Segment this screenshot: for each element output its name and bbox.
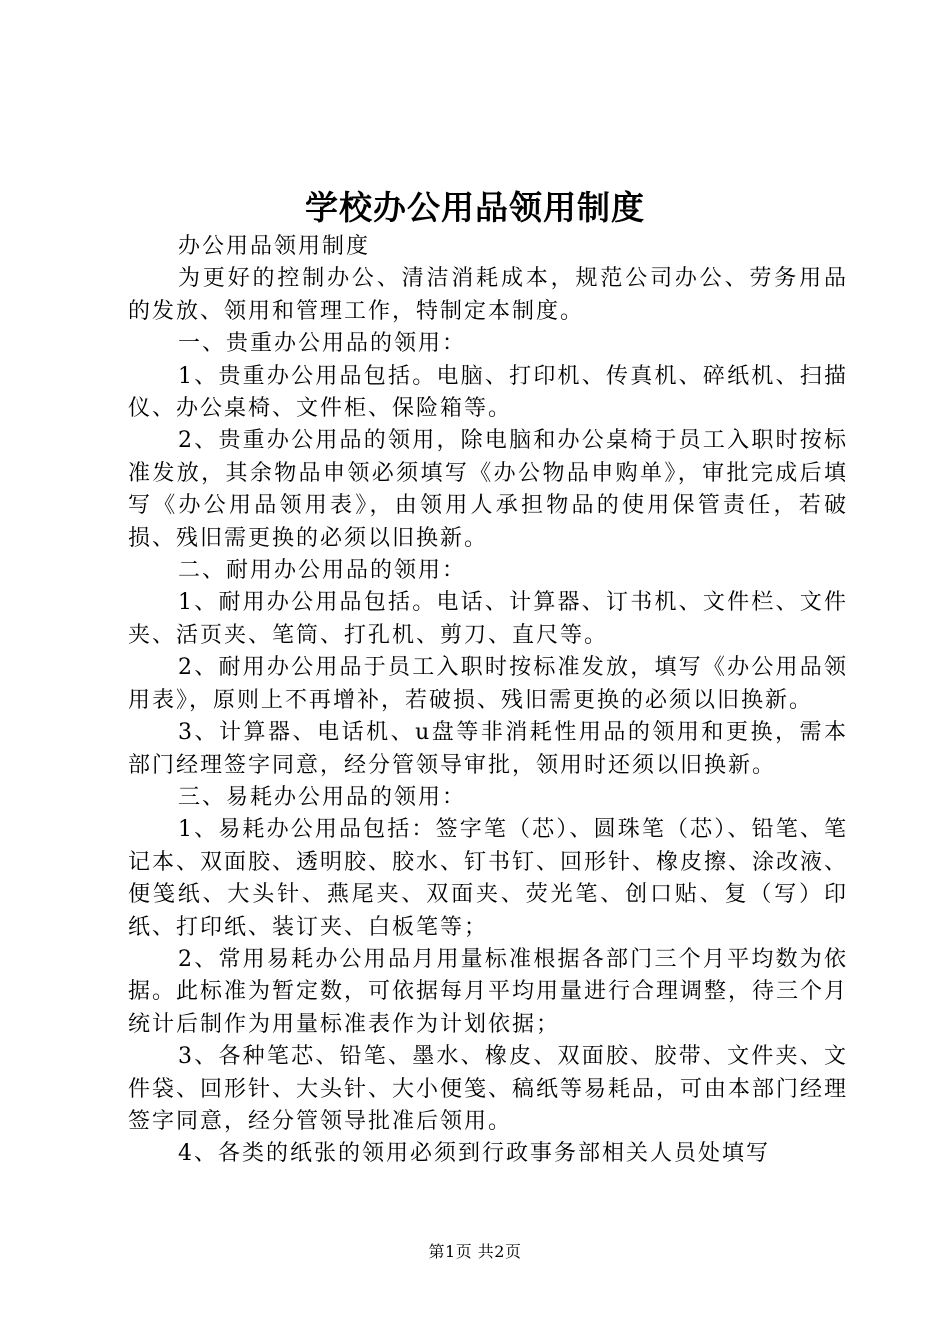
paragraph-durable-1: 1、耐用办公用品包括。电话、计算器、订书机、文件栏、文件夹、活页夹、笔筒、打孔机、剪刀、直尺等。: [128, 590, 848, 648]
paragraph-heading: 办公用品领用制度: [178, 234, 371, 259]
paragraph-consumable-2: 2、常用易耗办公用品月用量标准根据各部门三个月平均数为依据。此标准为暂定数，可依据每月平均用量进行合理调整，待三个月统计后制作为用量标准表作为计划依据；: [128, 946, 849, 1037]
paragraph-durable-3: 3、计算器、电话机、u盘等非消耗性用品的领用和更换，需本部门经理签字同意，经分管领导审批，领用时还须以旧换新。: [128, 720, 848, 778]
section-heading-consumable: 三、易耗办公用品的领用：: [178, 784, 467, 810]
paragraph-consumable-1: 1、易耗办公用品包括：签字笔（芯）、圆珠笔（芯）、铅笔、笔记本、双面胶、透明胶、胶水、钉书钉、回形针、橡皮擦、涂改液、便笺纸、大头针、燕尾夹、双面夹、荧光笔、创口贴、复（写）印纸、打印纸、装订夹、白板笔等；: [128, 817, 849, 940]
paragraph-intro: 为更好的控制办公、清洁消耗成本，规范公司办公、劳务用品的发放、领用和管理工作，特制定本制度。: [128, 266, 848, 324]
paragraph-consumable-4: 4、各类的纸张的领用必须到行政事务部相关人员处填写: [178, 1141, 770, 1167]
paragraph-durable-2: 2、耐用办公用品于员工入职时按标准发放，填写《办公用品领用表》，原则上不再增补，若破损、残旧需更换的必须以旧换新。: [128, 655, 848, 713]
document-title: 学校办公用品领用制度: [305, 188, 645, 227]
paragraph-valuable-2: 2、贵重办公用品的领用，除电脑和办公桌椅于员工入职时按标准发放，其余物品申领必须填写《办公物品申购单》，审批完成后填写《办公用品领用表》，由领用人承担物品的使用保管责任，若破损、残旧需更换的必须以旧换新。: [128, 428, 848, 551]
paragraph-consumable-3: 3、各种笔芯、铅笔、墨水、橡皮、双面胶、胶带、文件夹、文件袋、回形针、大头针、大小便笺、稿纸等易耗品，可由本部门经理签字同意，经分管领导批准后领用。: [128, 1044, 849, 1134]
page-number-footer: 第1页 共2页: [428, 1242, 522, 1261]
paragraph-valuable-1: 1、贵重办公用品包括。电脑、打印机、传真机、碎纸机、扫描仪、办公桌椅、文件柜、保险箱等。: [128, 363, 848, 422]
section-heading-valuable: 一、贵重办公用品的领用：: [178, 331, 467, 357]
document-body: [128, 231, 848, 1171]
section-heading-durable: 二、耐用办公用品的领用：: [178, 558, 467, 584]
